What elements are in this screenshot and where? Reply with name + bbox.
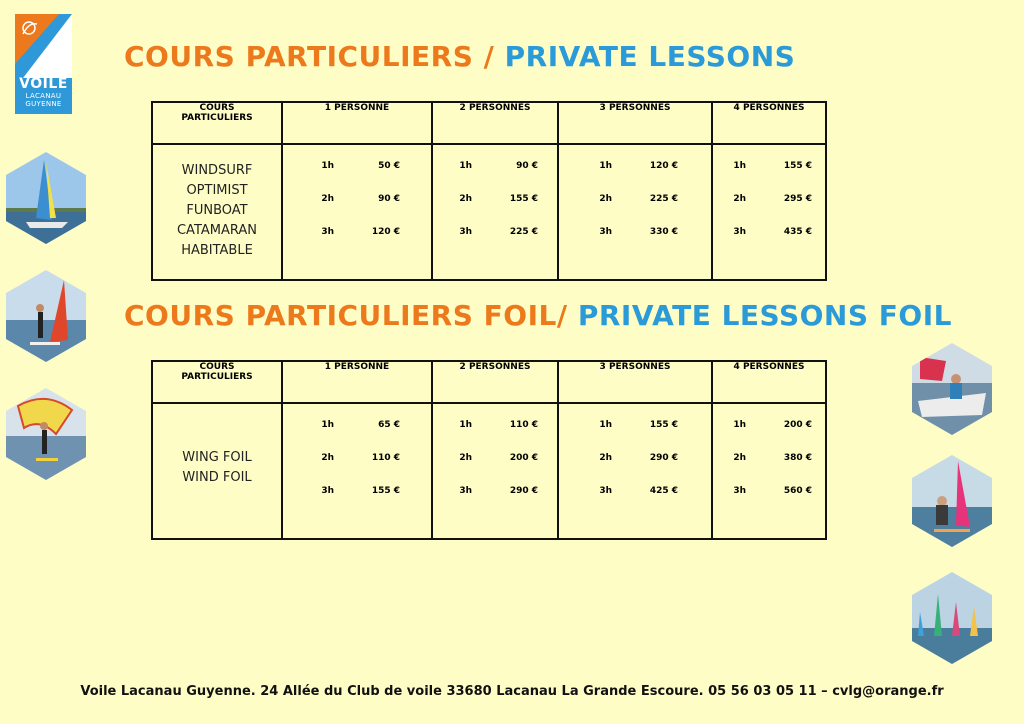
column-header: 4 PERSONNES [712, 102, 826, 144]
section1-title-en: PRIVATE LESSONS [504, 40, 796, 73]
section2-title [124, 299, 952, 332]
table-corner-header: COURS PARTICULIERS [152, 361, 282, 403]
logo-line-voile: VOILE [19, 76, 68, 92]
section2-title-en: PRIVATE LESSONS FOIL [577, 299, 952, 332]
activity-item: WINDSURF [181, 163, 253, 178]
column-header: 1 PERSONNE [282, 361, 432, 403]
windsurf-photo-icon [6, 270, 86, 362]
catamaran-photo-icon [6, 152, 86, 244]
section1-title-fr: COURS PARTICULIERS / [124, 40, 495, 73]
price-cell-3-persons: 1h 155 € 2h 290 € 3h 425 € [558, 403, 712, 539]
column-header: 2 PERSONNES [432, 102, 558, 144]
column-header: 2 PERSONNES [432, 361, 558, 403]
section2-title-fr: COURS PARTICULIERS FOIL/ [124, 299, 568, 332]
price-cell-4-persons: 1h 155 € 2h 295 € 3h 435 € [712, 144, 826, 280]
column-header: 3 PERSONNES [558, 361, 712, 403]
wing-foil-photo-icon [6, 388, 86, 480]
activity-item: WIND FOIL [182, 470, 252, 485]
footer-contact: Voile Lacanau Guyenne. 24 Allée du Club de voile 33680 Lacanau La Grande Escoure. 05 56 03 05 11 – cvlg@orange.fr [80, 684, 944, 699]
activities-cell [152, 144, 282, 280]
price-cell-2-persons: 1h 90 € 2h 155 € 3h 225 € [432, 144, 558, 280]
logo-line-guyenne: GUYENNE [25, 100, 62, 108]
price-cell-1-person: 1h 50 € 2h 90 € 3h 120 € [282, 144, 432, 280]
private-lessons-foil-table [151, 360, 827, 540]
activities-cell [152, 403, 282, 539]
fleet-photo-icon [912, 572, 992, 664]
activity-item: FUNBOAT [186, 203, 248, 218]
price-cell-3-persons: 1h 120 € 2h 225 € 3h 330 € [558, 144, 712, 280]
club-logo [15, 14, 72, 114]
column-header: 1 PERSONNE [282, 102, 432, 144]
activity-item: HABITABLE [181, 243, 253, 258]
price-cell-4-persons: 1h 200 € 2h 380 € 3h 560 € [712, 403, 826, 539]
private-lessons-table [151, 101, 827, 281]
price-cell-2-persons: 1h 110 € 2h 200 € 3h 290 € [432, 403, 558, 539]
column-header: 3 PERSONNES [558, 102, 712, 144]
column-header: 4 PERSONNES [712, 361, 826, 403]
boat-lesson-photo-icon [912, 343, 992, 435]
table-corner-header: COURS PARTICULIERS [152, 102, 282, 144]
price-cell-1-person: 1h 65 € 2h 110 € 3h 155 € [282, 403, 432, 539]
activity-item: OPTIMIST [186, 183, 248, 198]
section1-title [124, 40, 795, 73]
activity-item: CATAMARAN [176, 223, 258, 238]
kid-windsurf-photo-icon [912, 455, 992, 547]
sail-logo-icon [15, 14, 72, 78]
logo-line-lacanau: LACANAU [25, 92, 62, 100]
activity-item: WING FOIL [182, 450, 252, 465]
